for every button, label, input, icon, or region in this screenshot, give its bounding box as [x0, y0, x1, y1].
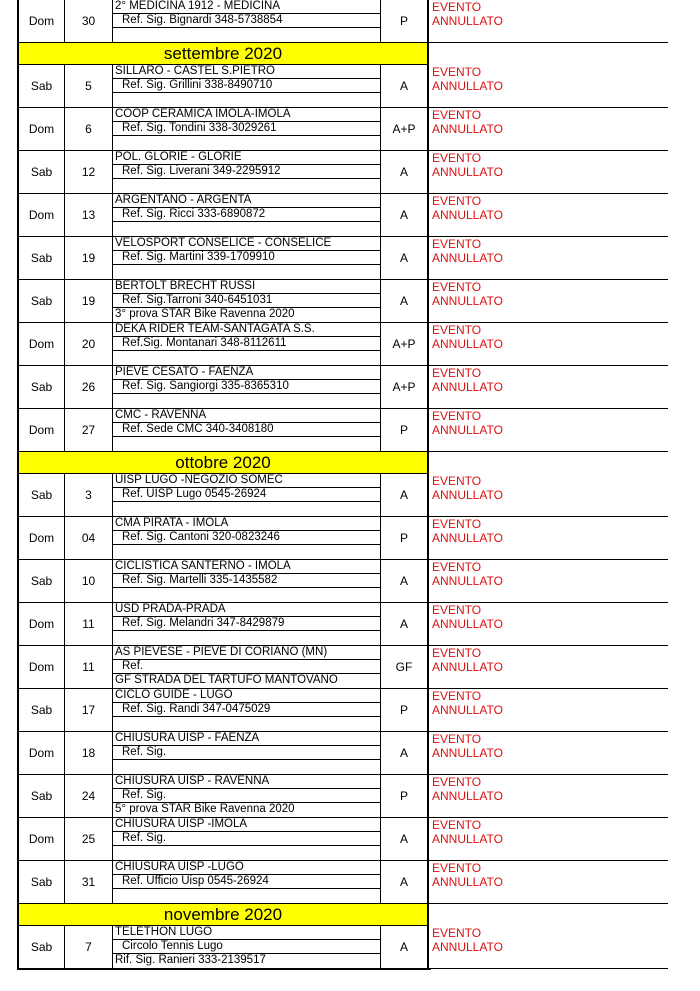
- event-organizer: 2° MEDICINA 1912 - MEDICINA: [113, 0, 380, 14]
- event-info-cell: [113, 366, 381, 408]
- event-row: [17, 323, 668, 366]
- event-referent: Ref. Sig. Bignardi 348-5738854: [113, 14, 380, 28]
- event-note: GF STRADA DEL TARTUFO MANTOVANO: [115, 674, 338, 686]
- event-calendar-table: [17, 0, 668, 969]
- event-organizer: PIEVE CESATO - FAENZA: [113, 366, 380, 380]
- status-cell: [429, 646, 668, 688]
- date-cell: 12: [65, 151, 113, 193]
- event-row: [17, 237, 668, 280]
- event-info-cell: [113, 861, 381, 903]
- event-referent: Ref. Sig. Grillini 338-8490710: [113, 79, 380, 93]
- event-organizer: ARGENTANO - ARGENTA: [113, 194, 380, 208]
- status-annullato: ANNULLATO: [432, 165, 503, 179]
- event-info-cell: [113, 818, 381, 860]
- event-referent: Ref. Sig. Liverani 349-2295912: [113, 165, 380, 179]
- weekday-cell: Sab: [17, 560, 65, 602]
- event-note: [113, 502, 380, 516]
- event-note: 5° prova STAR Bike Ravenna 2020: [115, 803, 295, 815]
- table-bottom-border: [17, 968, 431, 970]
- status-annullato: ANNULLATO: [432, 294, 503, 308]
- status-evento: EVENTO: [432, 366, 482, 380]
- weekday-cell: Dom: [17, 0, 65, 42]
- event-row: [17, 517, 668, 560]
- event-type-cell: P: [381, 517, 429, 559]
- event-note: [113, 136, 380, 150]
- event-type-cell: A: [381, 560, 429, 602]
- weekday-cell: Sab: [17, 474, 65, 516]
- event-type-cell: A: [381, 151, 429, 193]
- date-cell: 31: [65, 861, 113, 903]
- event-referent: Ref. Sig.: [113, 746, 380, 760]
- event-row: [17, 689, 668, 732]
- status-cell: [429, 689, 668, 731]
- event-type-cell: P: [381, 689, 429, 731]
- status-evento: EVENTO: [432, 237, 482, 251]
- weekday-cell: Dom: [17, 646, 65, 688]
- date-cell: 20: [65, 323, 113, 365]
- event-note: [113, 889, 380, 903]
- event-info-cell: [113, 280, 381, 322]
- event-note: [113, 717, 380, 731]
- status-annullato: ANNULLATO: [432, 617, 503, 631]
- weekday-cell: Dom: [17, 409, 65, 451]
- date-cell: 04: [65, 517, 113, 559]
- event-note: [113, 437, 380, 451]
- date-cell: 7: [65, 926, 113, 968]
- date-cell: 5: [65, 65, 113, 107]
- event-referent: Ref. Sede CMC 340-3408180: [113, 423, 380, 437]
- event-referent: Ref. Sig. Tondini 338-3029261: [113, 122, 380, 136]
- event-type-cell: GF: [381, 646, 429, 688]
- event-row: [17, 366, 668, 409]
- date-cell: 3: [65, 474, 113, 516]
- event-row: [17, 0, 668, 43]
- status-evento: EVENTO: [432, 926, 482, 940]
- status-cell: [429, 517, 668, 559]
- event-info-cell: [113, 409, 381, 451]
- month-header: [17, 452, 668, 474]
- weekday-cell: Sab: [17, 775, 65, 817]
- status-annullato: ANNULLATO: [432, 208, 503, 222]
- status-cell: [429, 861, 668, 903]
- status-annullato: ANNULLATO: [432, 79, 503, 93]
- status-evento: EVENTO: [432, 861, 482, 875]
- event-row: [17, 926, 668, 969]
- status-cell: [429, 366, 668, 408]
- status-evento: EVENTO: [432, 0, 482, 14]
- event-note: [113, 588, 380, 602]
- weekday-cell: Sab: [17, 926, 65, 968]
- weekday-cell: Sab: [17, 280, 65, 322]
- event-row: [17, 409, 668, 452]
- event-type-cell: P: [381, 775, 429, 817]
- event-organizer: CHIUSURA UISP - FAENZA: [113, 732, 380, 746]
- event-organizer: TELETHON LUGO: [113, 926, 380, 940]
- event-note: 3° prova STAR Bike Ravenna 2020: [115, 308, 295, 320]
- event-referent: Ref. Sig. Martini 339-1709910: [113, 251, 380, 265]
- event-type-cell: A: [381, 474, 429, 516]
- date-cell: 13: [65, 194, 113, 236]
- date-cell: 17: [65, 689, 113, 731]
- date-cell: 11: [65, 646, 113, 688]
- event-info-cell: [113, 646, 381, 688]
- event-info-cell: [113, 0, 381, 42]
- status-evento: EVENTO: [432, 108, 482, 122]
- status-evento: EVENTO: [432, 560, 482, 574]
- event-organizer: COOP CERAMICA IMOLA-IMOLA: [113, 108, 380, 122]
- event-note: [113, 222, 380, 236]
- status-evento: EVENTO: [432, 517, 482, 531]
- weekday-cell: Sab: [17, 861, 65, 903]
- status-evento: EVENTO: [432, 151, 482, 165]
- event-info-cell: [113, 689, 381, 731]
- status-evento: EVENTO: [432, 818, 482, 832]
- status-cell: [429, 818, 668, 860]
- event-type-cell: A+P: [381, 323, 429, 365]
- event-type-cell: A: [381, 65, 429, 107]
- status-annullato: ANNULLATO: [432, 746, 503, 760]
- weekday-cell: Sab: [17, 65, 65, 107]
- event-info-cell: [113, 732, 381, 774]
- event-organizer: CICLO GUIDE - LUGO: [113, 689, 380, 703]
- event-type-cell: A: [381, 280, 429, 322]
- status-annullato: ANNULLATO: [432, 660, 503, 674]
- event-referent: Ref. Sig.: [113, 832, 380, 846]
- date-cell: 24: [65, 775, 113, 817]
- event-organizer: AS PIEVESE - PIEVE DI CORIANO (MN): [113, 646, 380, 660]
- weekday-cell: Sab: [17, 366, 65, 408]
- event-organizer: UISP LUGO -NEGOZIO SOMEC: [113, 474, 380, 488]
- status-annullato: ANNULLATO: [432, 251, 503, 265]
- event-type-cell: P: [381, 0, 429, 42]
- date-cell: 26: [65, 366, 113, 408]
- event-referent: Ref. UISP Lugo 0545-26924: [113, 488, 380, 502]
- date-cell: 10: [65, 560, 113, 602]
- event-type-cell: A: [381, 926, 429, 968]
- status-evento: EVENTO: [432, 732, 482, 746]
- month-header: [17, 43, 668, 65]
- month-header: [17, 904, 668, 926]
- weekday-cell: Sab: [17, 237, 65, 279]
- event-note: [113, 265, 380, 279]
- event-organizer: BERTOLT BRECHT RUSSI: [113, 280, 380, 294]
- event-info-cell: [113, 603, 381, 645]
- event-organizer: CMC - RAVENNA: [113, 409, 380, 423]
- status-evento: EVENTO: [432, 65, 482, 79]
- status-cell: [429, 280, 668, 322]
- event-row: [17, 560, 668, 603]
- event-referent: Ref.Sig. Montanari 348-8112611: [113, 337, 380, 351]
- status-evento: EVENTO: [432, 194, 482, 208]
- event-note: [113, 545, 380, 559]
- status-cell: [429, 474, 668, 516]
- event-note: [113, 179, 380, 193]
- status-annullato: ANNULLATO: [432, 122, 503, 136]
- date-cell: 19: [65, 280, 113, 322]
- event-note: [113, 28, 380, 42]
- status-evento: EVENTO: [432, 323, 482, 337]
- event-row: [17, 818, 668, 861]
- month-title: settembre 2020: [17, 43, 429, 65]
- event-referent: Ref. Sig. Martelli 335-1435582: [113, 574, 380, 588]
- event-organizer: VELOSPORT CONSELICE - CONSELICE: [113, 237, 380, 251]
- event-info-cell: [113, 560, 381, 602]
- event-type-cell: A: [381, 732, 429, 774]
- event-organizer: CICLISTICA SANTERNO - IMOLA: [113, 560, 380, 574]
- status-evento: EVENTO: [432, 474, 482, 488]
- date-cell: 30: [65, 0, 113, 42]
- event-referent: Ref. Ufficio Uisp 0545-26924: [113, 875, 380, 889]
- event-organizer: CHIUSURA UISP -IMOLA: [113, 818, 380, 832]
- status-evento: EVENTO: [432, 689, 482, 703]
- status-cell: [429, 409, 668, 451]
- status-cell: [429, 108, 668, 150]
- event-info-cell: [113, 323, 381, 365]
- status-annullato: ANNULLATO: [432, 380, 503, 394]
- status-evento: EVENTO: [432, 409, 482, 423]
- event-row: [17, 646, 668, 689]
- event-note: [113, 631, 380, 645]
- month-title: novembre 2020: [17, 904, 429, 926]
- date-cell: 11: [65, 603, 113, 645]
- event-row: [17, 474, 668, 517]
- event-info-cell: [113, 474, 381, 516]
- status-cell: [429, 775, 668, 817]
- weekday-cell: Sab: [17, 151, 65, 193]
- event-organizer: SILLARO - CASTEL S.PIETRO: [113, 65, 380, 79]
- status-annullato: ANNULLATO: [432, 531, 503, 545]
- status-annullato: ANNULLATO: [432, 703, 503, 717]
- event-row: [17, 603, 668, 646]
- weekday-cell: Dom: [17, 517, 65, 559]
- event-row: [17, 108, 668, 151]
- event-organizer: POL. GLORIE - GLORIE: [113, 151, 380, 165]
- event-row: [17, 775, 668, 818]
- event-referent: Circolo Tennis Lugo: [113, 940, 380, 954]
- event-organizer: CHIUSURA UISP -LUGO: [113, 861, 380, 875]
- event-info-cell: [113, 151, 381, 193]
- status-cell: [429, 151, 668, 193]
- status-cell: [429, 560, 668, 602]
- date-cell: 27: [65, 409, 113, 451]
- event-info-cell: [113, 517, 381, 559]
- status-cell: [429, 732, 668, 774]
- event-referent: Ref. Sig. Melandri 347-8429879: [113, 617, 380, 631]
- weekday-cell: Dom: [17, 194, 65, 236]
- event-note: [113, 93, 380, 107]
- event-type-cell: A: [381, 603, 429, 645]
- event-note: [113, 760, 380, 774]
- status-evento: EVENTO: [432, 603, 482, 617]
- event-type-cell: A: [381, 237, 429, 279]
- event-referent: Ref. Sig.Tarroni 340-6451031: [113, 294, 380, 308]
- month-title: ottobre 2020: [17, 452, 429, 474]
- event-info-cell: [113, 108, 381, 150]
- event-row: [17, 732, 668, 775]
- weekday-cell: Dom: [17, 818, 65, 860]
- event-organizer: DEKA RIDER TEAM-SANTAGATA S.S.: [113, 323, 380, 337]
- event-note: [113, 846, 380, 860]
- status-cell: [429, 237, 668, 279]
- event-type-cell: A: [381, 861, 429, 903]
- status-annullato: ANNULLATO: [432, 14, 503, 28]
- date-cell: 18: [65, 732, 113, 774]
- event-referent: Ref. Sig. Sangiorgi 335-8365310: [113, 380, 380, 394]
- status-annullato: ANNULLATO: [432, 423, 503, 437]
- status-annullato: ANNULLATO: [432, 488, 503, 502]
- event-referent: Ref. Sig. Cantoni 320-0823246: [113, 531, 380, 545]
- event-row: [17, 280, 668, 323]
- status-annullato: ANNULLATO: [432, 337, 503, 351]
- event-note: [113, 351, 380, 365]
- event-type-cell: A+P: [381, 108, 429, 150]
- date-cell: 19: [65, 237, 113, 279]
- event-referent: Ref. Sig. Randi 347-0475029: [113, 703, 380, 717]
- status-cell: [429, 0, 668, 42]
- weekday-cell: Dom: [17, 732, 65, 774]
- status-annullato: ANNULLATO: [432, 789, 503, 803]
- weekday-cell: Dom: [17, 108, 65, 150]
- event-referent: Ref. Sig. Ricci 333-6890872: [113, 208, 380, 222]
- event-note: [113, 394, 380, 408]
- event-row: [17, 861, 668, 904]
- event-info-cell: [113, 237, 381, 279]
- status-cell: [429, 194, 668, 236]
- status-annullato: ANNULLATO: [432, 875, 503, 889]
- event-type-cell: A: [381, 818, 429, 860]
- status-cell: [429, 926, 668, 968]
- status-evento: EVENTO: [432, 280, 482, 294]
- status-annullato: ANNULLATO: [432, 940, 503, 954]
- event-type-cell: A: [381, 194, 429, 236]
- weekday-cell: Sab: [17, 689, 65, 731]
- event-note: Rif. Sig. Ranieri 333-2139517: [115, 954, 266, 966]
- status-evento: EVENTO: [432, 646, 482, 660]
- event-referent: Ref. Sig.: [113, 789, 380, 803]
- weekday-cell: Dom: [17, 323, 65, 365]
- status-cell: [429, 603, 668, 645]
- event-info-cell: [113, 775, 381, 817]
- event-referent: Ref.: [113, 660, 380, 674]
- event-row: [17, 151, 668, 194]
- event-row: [17, 65, 668, 108]
- event-organizer: CHIUSURA UISP - RAVENNA: [113, 775, 380, 789]
- status-cell: [429, 65, 668, 107]
- event-row: [17, 194, 668, 237]
- event-type-cell: P: [381, 409, 429, 451]
- status-cell: [429, 323, 668, 365]
- event-info-cell: [113, 194, 381, 236]
- weekday-cell: Dom: [17, 603, 65, 645]
- date-cell: 6: [65, 108, 113, 150]
- status-annullato: ANNULLATO: [432, 832, 503, 846]
- event-info-cell: [113, 926, 381, 968]
- status-evento: EVENTO: [432, 775, 482, 789]
- event-type-cell: A+P: [381, 366, 429, 408]
- event-organizer: CMA PIRATA - IMOLA: [113, 517, 380, 531]
- date-cell: 25: [65, 818, 113, 860]
- event-organizer: USD PRADA-PRADA: [113, 603, 380, 617]
- event-info-cell: [113, 65, 381, 107]
- status-annullato: ANNULLATO: [432, 574, 503, 588]
